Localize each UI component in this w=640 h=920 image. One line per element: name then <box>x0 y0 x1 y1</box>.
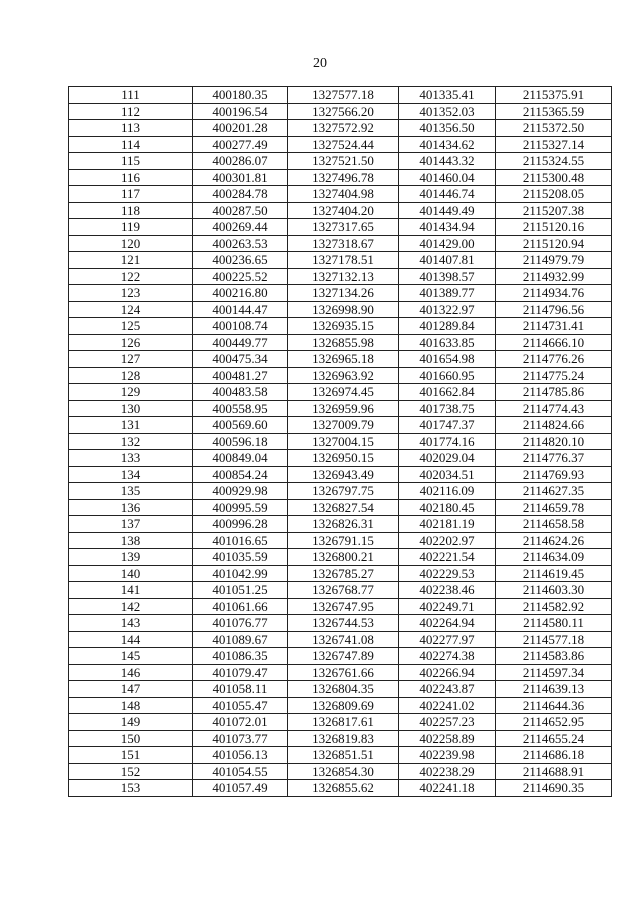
coordinate-cell: 402116.09 <box>399 483 496 500</box>
coordinate-cell: 1327009.79 <box>288 417 399 434</box>
coordinate-cell: 1326935.15 <box>288 318 399 335</box>
coordinate-cell: 1326826.31 <box>288 516 399 533</box>
point-number-cell: 114 <box>69 136 193 153</box>
coordinate-cell: 2114658.58 <box>496 516 612 533</box>
table-row <box>69 582 612 599</box>
coordinate-cell: 400569.60 <box>193 417 288 434</box>
table-row <box>69 549 612 566</box>
coordinate-cell: 401660.95 <box>399 367 496 384</box>
coordinate-cell: 1327318.67 <box>288 235 399 252</box>
coordinate-cell: 1327566.20 <box>288 103 399 120</box>
coordinate-cell: 1326974.45 <box>288 384 399 401</box>
coordinate-cell: 400995.59 <box>193 499 288 516</box>
table-row <box>69 384 612 401</box>
point-number-cell: 143 <box>69 615 193 632</box>
coordinate-cell: 2115120.16 <box>496 219 612 236</box>
coordinate-cell: 402029.04 <box>399 450 496 467</box>
coordinate-cell: 1327178.51 <box>288 252 399 269</box>
coordinate-cell: 401042.99 <box>193 565 288 582</box>
coordinates-table-body <box>69 87 612 797</box>
coordinate-cell: 1326768.77 <box>288 582 399 599</box>
coordinate-cell: 2114932.99 <box>496 268 612 285</box>
table-row <box>69 532 612 549</box>
point-number-cell: 122 <box>69 268 193 285</box>
point-number-cell: 140 <box>69 565 193 582</box>
coordinate-cell: 2114639.13 <box>496 681 612 698</box>
coordinate-cell: 2115375.91 <box>496 87 612 104</box>
table-row <box>69 417 612 434</box>
point-number-cell: 144 <box>69 631 193 648</box>
coordinate-cell: 402238.46 <box>399 582 496 599</box>
coordinate-cell: 1326761.66 <box>288 664 399 681</box>
point-number-cell: 132 <box>69 433 193 450</box>
coordinate-cell: 1326791.15 <box>288 532 399 549</box>
table-row <box>69 285 612 302</box>
point-number-cell: 127 <box>69 351 193 368</box>
point-number-cell: 141 <box>69 582 193 599</box>
coordinate-cell: 2114774.43 <box>496 400 612 417</box>
coordinate-cell: 1326998.90 <box>288 301 399 318</box>
table-row <box>69 631 612 648</box>
coordinate-cell: 401054.55 <box>193 763 288 780</box>
coordinate-cell: 2114577.18 <box>496 631 612 648</box>
table-row <box>69 483 612 500</box>
coordinate-cell: 400201.28 <box>193 120 288 137</box>
table-row <box>69 252 612 269</box>
coordinate-cell: 2114582.92 <box>496 598 612 615</box>
table-row <box>69 136 612 153</box>
coordinate-cell: 401057.49 <box>193 780 288 797</box>
point-number-cell: 137 <box>69 516 193 533</box>
coordinate-cell: 1327572.92 <box>288 120 399 137</box>
point-number-cell: 112 <box>69 103 193 120</box>
point-number-cell: 142 <box>69 598 193 615</box>
coordinate-cell: 400596.18 <box>193 433 288 450</box>
coordinate-cell: 402274.38 <box>399 648 496 665</box>
point-number-cell: 150 <box>69 730 193 747</box>
coordinate-cell: 402241.02 <box>399 697 496 714</box>
point-number-cell: 135 <box>69 483 193 500</box>
table-row <box>69 747 612 764</box>
coordinate-cell: 402238.29 <box>399 763 496 780</box>
coordinate-cell: 401055.47 <box>193 697 288 714</box>
coordinate-cell: 401079.47 <box>193 664 288 681</box>
table-row <box>69 219 612 236</box>
coordinate-cell: 2114652.95 <box>496 714 612 731</box>
coordinate-cell: 401035.59 <box>193 549 288 566</box>
coordinate-cell: 2114979.79 <box>496 252 612 269</box>
table-row <box>69 714 612 731</box>
table-row <box>69 780 612 797</box>
point-number-cell: 113 <box>69 120 193 137</box>
coordinate-cell: 401356.50 <box>399 120 496 137</box>
point-number-cell: 115 <box>69 153 193 170</box>
table-row <box>69 103 612 120</box>
coordinate-cell: 2115324.55 <box>496 153 612 170</box>
coordinate-cell: 1327134.26 <box>288 285 399 302</box>
coordinate-cell: 1326854.30 <box>288 763 399 780</box>
point-number-cell: 145 <box>69 648 193 665</box>
table-row <box>69 367 612 384</box>
coordinate-cell: 401072.01 <box>193 714 288 731</box>
coordinate-cell: 401398.57 <box>399 268 496 285</box>
coordinate-cell: 400196.54 <box>193 103 288 120</box>
point-number-cell: 138 <box>69 532 193 549</box>
coordinate-cell: 1326855.62 <box>288 780 399 797</box>
coordinate-cell: 401443.32 <box>399 153 496 170</box>
coordinate-cell: 2114627.35 <box>496 483 612 500</box>
point-number-cell: 128 <box>69 367 193 384</box>
coordinate-cell: 2114655.24 <box>496 730 612 747</box>
coordinate-cell: 401016.65 <box>193 532 288 549</box>
coordinate-cell: 1326744.53 <box>288 615 399 632</box>
coordinate-cell: 2115372.50 <box>496 120 612 137</box>
coordinate-cell: 2115327.14 <box>496 136 612 153</box>
coordinate-cell: 401654.98 <box>399 351 496 368</box>
coordinate-cell: 1327132.13 <box>288 268 399 285</box>
coordinate-cell: 401289.84 <box>399 318 496 335</box>
table-row <box>69 598 612 615</box>
coordinate-cell: 401061.66 <box>193 598 288 615</box>
coordinate-cell: 402277.97 <box>399 631 496 648</box>
coordinate-cell: 400277.49 <box>193 136 288 153</box>
point-number-cell: 117 <box>69 186 193 203</box>
point-number-cell: 116 <box>69 169 193 186</box>
coordinate-cell: 402202.97 <box>399 532 496 549</box>
coordinate-cell: 402243.87 <box>399 681 496 698</box>
table-row <box>69 516 612 533</box>
point-number-cell: 130 <box>69 400 193 417</box>
coordinate-cell: 400287.50 <box>193 202 288 219</box>
coordinate-cell: 1326747.95 <box>288 598 399 615</box>
coordinate-cell: 401446.74 <box>399 186 496 203</box>
coordinate-cell: 401747.37 <box>399 417 496 434</box>
coordinate-cell: 1327521.50 <box>288 153 399 170</box>
coordinate-cell: 401662.84 <box>399 384 496 401</box>
coordinate-cell: 400929.98 <box>193 483 288 500</box>
coordinate-cell: 401434.94 <box>399 219 496 236</box>
table-row <box>69 400 612 417</box>
table-row <box>69 763 612 780</box>
coordinate-cell: 2114619.45 <box>496 565 612 582</box>
coordinate-cell: 1327496.78 <box>288 169 399 186</box>
table-row <box>69 120 612 137</box>
coordinate-cell: 2114785.86 <box>496 384 612 401</box>
coordinate-cell: 401073.77 <box>193 730 288 747</box>
coordinate-cell: 400849.04 <box>193 450 288 467</box>
coordinate-cell: 402229.53 <box>399 565 496 582</box>
coordinate-cell: 400225.52 <box>193 268 288 285</box>
coordinate-cell: 400216.80 <box>193 285 288 302</box>
coordinate-cell: 2114580.11 <box>496 615 612 632</box>
coordinate-cell: 400854.24 <box>193 466 288 483</box>
coordinate-cell: 2114690.35 <box>496 780 612 797</box>
coordinate-cell: 401352.03 <box>399 103 496 120</box>
point-number-cell: 124 <box>69 301 193 318</box>
coordinate-cell: 2114686.18 <box>496 747 612 764</box>
point-number-cell: 148 <box>69 697 193 714</box>
point-number-cell: 121 <box>69 252 193 269</box>
coordinate-cell: 401051.25 <box>193 582 288 599</box>
point-number-cell: 131 <box>69 417 193 434</box>
coordinate-cell: 1326963.92 <box>288 367 399 384</box>
page-number: 20 <box>313 56 327 71</box>
coordinate-cell: 401056.13 <box>193 747 288 764</box>
coordinate-cell: 2114644.36 <box>496 697 612 714</box>
table-row <box>69 351 612 368</box>
coordinate-cell: 402249.71 <box>399 598 496 615</box>
coordinate-cell: 1326965.18 <box>288 351 399 368</box>
coordinate-cell: 401774.16 <box>399 433 496 450</box>
coordinate-cell: 1326785.27 <box>288 565 399 582</box>
table-row <box>69 466 612 483</box>
coordinate-cell: 400269.44 <box>193 219 288 236</box>
coordinate-cell: 401434.62 <box>399 136 496 153</box>
table-row <box>69 664 612 681</box>
coordinate-cell: 401389.77 <box>399 285 496 302</box>
table-row <box>69 565 612 582</box>
coordinate-cell: 1327004.15 <box>288 433 399 450</box>
table-row <box>69 730 612 747</box>
coordinate-cell: 2114775.24 <box>496 367 612 384</box>
point-number-cell: 129 <box>69 384 193 401</box>
coordinate-cell: 2114824.66 <box>496 417 612 434</box>
coordinate-cell: 401429.00 <box>399 235 496 252</box>
table-row <box>69 169 612 186</box>
coordinate-cell: 401335.41 <box>399 87 496 104</box>
coordinate-cell: 1326741.08 <box>288 631 399 648</box>
point-number-cell: 123 <box>69 285 193 302</box>
coordinate-cell: 1327317.65 <box>288 219 399 236</box>
point-number-cell: 139 <box>69 549 193 566</box>
coordinate-cell: 402257.23 <box>399 714 496 731</box>
coordinate-cell: 400475.34 <box>193 351 288 368</box>
coordinate-cell: 402258.89 <box>399 730 496 747</box>
coordinate-cell: 1326959.96 <box>288 400 399 417</box>
coordinate-cell: 401407.81 <box>399 252 496 269</box>
point-number-cell: 118 <box>69 202 193 219</box>
coordinate-cell: 400996.28 <box>193 516 288 533</box>
coordinates-table <box>68 86 612 797</box>
coordinate-cell: 2114820.10 <box>496 433 612 450</box>
coordinate-cell: 400144.47 <box>193 301 288 318</box>
coordinate-cell: 1326943.49 <box>288 466 399 483</box>
coordinate-cell: 402264.94 <box>399 615 496 632</box>
coordinate-cell: 2115207.38 <box>496 202 612 219</box>
coordinate-cell: 1326827.54 <box>288 499 399 516</box>
coordinate-cell: 400481.27 <box>193 367 288 384</box>
coordinate-cell: 400558.95 <box>193 400 288 417</box>
table-row <box>69 648 612 665</box>
table-row <box>69 202 612 219</box>
point-number-cell: 153 <box>69 780 193 797</box>
point-number-cell: 125 <box>69 318 193 335</box>
coordinate-cell: 1326797.75 <box>288 483 399 500</box>
coordinate-cell: 401322.97 <box>399 301 496 318</box>
point-number-cell: 146 <box>69 664 193 681</box>
table-row <box>69 235 612 252</box>
coordinate-cell: 401076.77 <box>193 615 288 632</box>
coordinate-cell: 401449.49 <box>399 202 496 219</box>
coordinate-cell: 400236.65 <box>193 252 288 269</box>
point-number-cell: 147 <box>69 681 193 698</box>
table-row <box>69 268 612 285</box>
coordinate-cell: 402181.19 <box>399 516 496 533</box>
coordinate-cell: 2114776.26 <box>496 351 612 368</box>
coordinate-cell: 2114603.30 <box>496 582 612 599</box>
coordinate-cell: 402266.94 <box>399 664 496 681</box>
coordinate-cell: 401738.75 <box>399 400 496 417</box>
coordinate-cell: 1326809.69 <box>288 697 399 714</box>
table-row <box>69 318 612 335</box>
coordinate-cell: 2115120.94 <box>496 235 612 252</box>
coordinate-cell: 2114634.09 <box>496 549 612 566</box>
coordinate-cell: 2114934.76 <box>496 285 612 302</box>
point-number-cell: 120 <box>69 235 193 252</box>
coordinate-cell: 400286.07 <box>193 153 288 170</box>
coordinate-cell: 2114769.93 <box>496 466 612 483</box>
table-row <box>69 697 612 714</box>
point-number-cell: 133 <box>69 450 193 467</box>
table-row <box>69 450 612 467</box>
coordinate-cell: 2114666.10 <box>496 334 612 351</box>
coordinate-cell: 1326804.35 <box>288 681 399 698</box>
point-number-cell: 119 <box>69 219 193 236</box>
coordinate-cell: 401633.85 <box>399 334 496 351</box>
coordinate-cell: 1327577.18 <box>288 87 399 104</box>
coordinate-cell: 402239.98 <box>399 747 496 764</box>
coordinate-cell: 1326855.98 <box>288 334 399 351</box>
coordinate-cell: 2115365.59 <box>496 103 612 120</box>
point-number-cell: 136 <box>69 499 193 516</box>
table-row <box>69 499 612 516</box>
coordinate-cell: 1327404.20 <box>288 202 399 219</box>
table-row <box>69 681 612 698</box>
coordinate-cell: 402221.54 <box>399 549 496 566</box>
coordinate-cell: 2115208.05 <box>496 186 612 203</box>
coordinate-cell: 2114776.37 <box>496 450 612 467</box>
coordinate-cell: 400483.58 <box>193 384 288 401</box>
table-row <box>69 301 612 318</box>
coordinate-cell: 401460.04 <box>399 169 496 186</box>
point-number-cell: 126 <box>69 334 193 351</box>
coordinate-cell: 2114796.56 <box>496 301 612 318</box>
point-number-cell: 149 <box>69 714 193 731</box>
coordinate-cell: 402034.51 <box>399 466 496 483</box>
coordinate-cell: 2114624.26 <box>496 532 612 549</box>
coordinate-cell: 1326747.89 <box>288 648 399 665</box>
coordinate-cell: 401086.35 <box>193 648 288 665</box>
coordinate-cell: 400449.77 <box>193 334 288 351</box>
table-row <box>69 153 612 170</box>
coordinate-cell: 2114597.34 <box>496 664 612 681</box>
coordinate-cell: 2115300.48 <box>496 169 612 186</box>
table-row <box>69 433 612 450</box>
point-number-cell: 111 <box>69 87 193 104</box>
coordinate-cell: 1326800.21 <box>288 549 399 566</box>
table-row <box>69 87 612 104</box>
coordinate-cell: 2114659.78 <box>496 499 612 516</box>
point-number-cell: 134 <box>69 466 193 483</box>
table-row <box>69 186 612 203</box>
coordinate-cell: 1327404.98 <box>288 186 399 203</box>
table-row <box>69 334 612 351</box>
point-number-cell: 151 <box>69 747 193 764</box>
coordinate-cell: 400108.74 <box>193 318 288 335</box>
coordinate-cell: 402241.18 <box>399 780 496 797</box>
coordinate-cell: 401058.11 <box>193 681 288 698</box>
coordinate-cell: 400263.53 <box>193 235 288 252</box>
coordinate-cell: 1326817.61 <box>288 714 399 731</box>
coordinate-cell: 1327524.44 <box>288 136 399 153</box>
point-number-cell: 152 <box>69 763 193 780</box>
coordinate-cell: 2114688.91 <box>496 763 612 780</box>
coordinate-cell: 400180.35 <box>193 87 288 104</box>
coordinate-cell: 2114583.86 <box>496 648 612 665</box>
coordinate-cell: 1326950.15 <box>288 450 399 467</box>
coordinate-cell: 401089.67 <box>193 631 288 648</box>
coordinate-cell: 402180.45 <box>399 499 496 516</box>
table-row <box>69 615 612 632</box>
coordinate-cell: 400284.78 <box>193 186 288 203</box>
coordinate-cell: 1326819.83 <box>288 730 399 747</box>
coordinate-cell: 400301.81 <box>193 169 288 186</box>
coordinate-cell: 1326851.51 <box>288 747 399 764</box>
coordinate-cell: 2114731.41 <box>496 318 612 335</box>
